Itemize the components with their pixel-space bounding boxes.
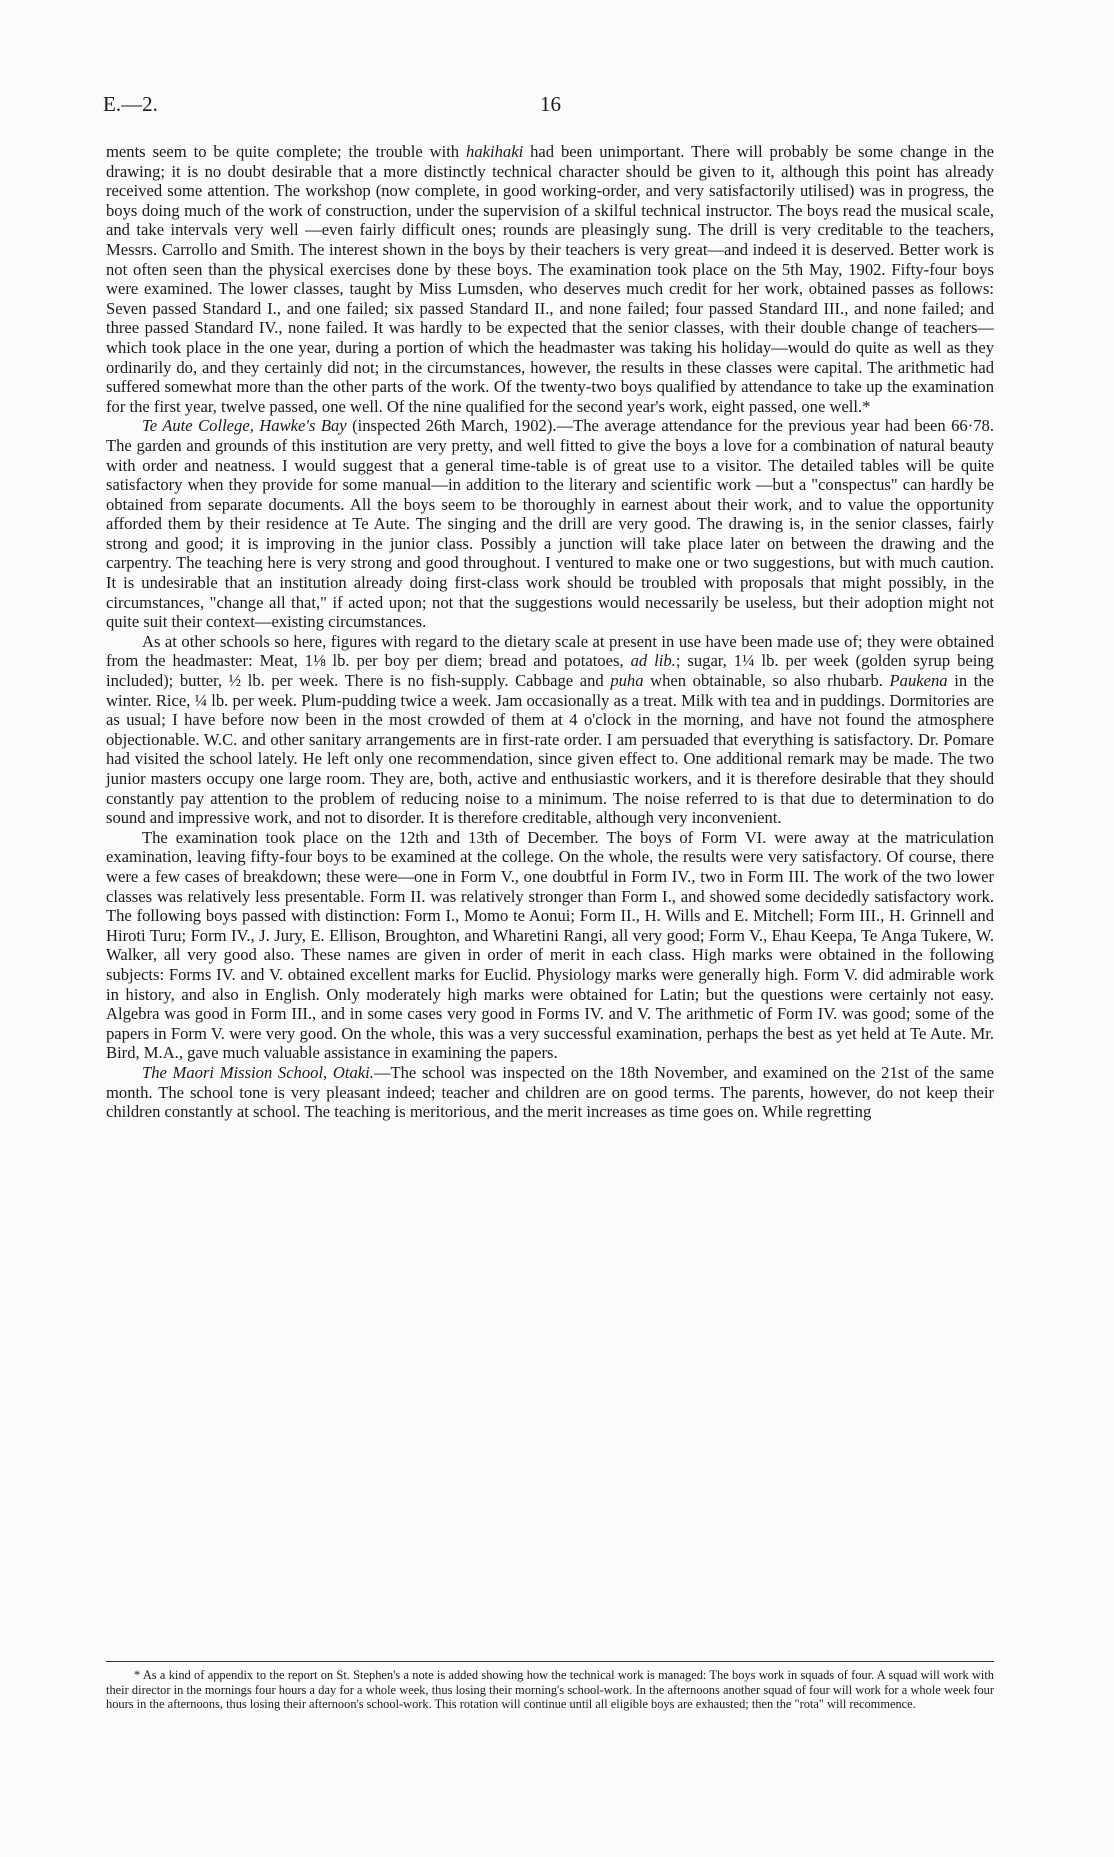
section-heading: Te Aute College, Hawke's Bay [142, 416, 347, 436]
body-text [106, 142, 994, 1122]
italic-term: Paukena [889, 671, 948, 691]
italic-term: puha [610, 671, 644, 691]
paragraph-examination-results: The examination took place on the 12th and 13th of December. The boys of Form VI. were away at the matriculation examination, leaving fifty-four boys to be examined at the college. On the whole, the results were very satisfactory. Of course, there were a few cases of breakdown; these were—one in Form V., one doubtful in Form IV., two in Form III. The work of the two lower classes was relatively less presentable. Form II. was relatively stronger than Form I., and showed some decidedly satisfactory work. The following boys passed with distinction: Form I., Momo te Aonui; Form II., H. Wills and E. Mitchell; Form III., H. Grinnell and Hiroti Turu; Form IV., J. Jury, E. Ellison, Broughton, and Wharetini Rangi, all very good; Form V., Ehau Keepa, Te Anga Tukere, W. Walker, all very good also. These names are given in order of merit in each class. High marks were obtained in the following subjects: Forms IV. and V. obtained excellent marks for Euclid. Physiology marks were generally high. Form V. did admirable work in history, and also in English. Only moderately high marks were obtained for Latin; but the questions were certainly not easy. Algebra was good in Form III., and in some cases very good in Forms IV. and V. The arithmetic of Form IV. was good; some of the papers in Form V. were very good. On the whole, this was a very successful examination, perhaps the best as yet held at Te Aute. Mr. Bird, M.A., gave much valuable assistance in examining the papers. [106, 827, 994, 1063]
document-reference: E.—2. [103, 92, 158, 116]
italic-term: hakihaki [466, 142, 524, 161]
page-number: 16 [540, 92, 561, 116]
paragraph-te-aute-inspection: Te Aute College, Hawke's Bay (inspected 26th March, 1902).—The average attendance for the previous year had been 66·78. The garden and grounds of this institution are very pretty, and well fitted to give the boys a love for a combination of natural beauty with order and neatness. I would suggest that a general time-table is of great use to a visitor. The detailed tables will be quite satisfactory when they provide for some manual—in addition to the literary and scientific work —but a "conspectus" can hardly be obtained from separate documents. All the boys seem to be thoroughly in earnest about their work, and to value the opportunity afforded them by their residence at Te Aute. The singing and the drill are very good. The drawing is, in the senior classes, fairly strong and good; it is improving in the junior class. Possibly a junction will take place later on between the drawing and the carpentry. The teaching here is very strong and good throughout. I ventured to make one or two suggestions, but with much caution. It is undesirable that an institution already doing first-class work should be troubled with proposals that might possibly, in the circumstances, "change all that," if acted upon; not that the suggestions would necessarily be useless, but their adoption might not quite suit their context—existing circumstances. [106, 416, 994, 632]
paragraph-otaki-school: The Maori Mission School, Otaki.—The school was inspected on the 18th November, and examined on the 21st of the same month. The school tone is very pleasant indeed; teacher and children are on good terms. The parents, however, do not keep their children constantly at school. The teaching is meritorious, and the merit increases as time goes on. While regretting [106, 1062, 994, 1122]
italic-term: ad lib. [630, 651, 676, 671]
footnote-text: * As a kind of appendix to the report on St. Stephen's a note is added showing how the technical work is managed: The boys work in squads of four. A squad will work with their director in the mornings four hours a day for a whole week, thus losing their morning's school-work. In the afternoons another squad of four will work for a whole week four hours in the afternoons, thus losing their afternoon's school-work. This rotation will continue until all eligible boys are exhausted; then the "rota" will recommence. [106, 1668, 994, 1712]
paragraph-st-stephens-continued: ments seem to be quite complete; the trouble with hakihaki had been unimportant. There will probably be some change in the drawing; it is no doubt desirable that a more distinctly technical character should be given to it, although this point has already received some attention. The workshop (now complete, in good working-order, and very satisfactorily utilised) was in progress, the boys doing much of the work of construction, under the supervision of a skilful technical instructor. The boys read the musical scale, and take intervals very well —even fairly difficult ones; rounds are pleasingly sung. The drill is very creditable to the teachers, Messrs. Carrollo and Smith. The interest shown in the boys by their teachers is very great—and indeed it is deserved. Better work is not often seen than the physical exercises done by these boys. The examination took place on the 5th May, 1902. Fifty-four boys were examined. The lower classes, taught by Miss Lumsden, who deserves much credit for her work, obtained passes as follows: Seven passed Standard I., and one failed; six passed Standard II., and none failed; four passed Standard III., and none failed; and three passed Standard IV., none failed. It was hardly to be expected that the senior classes, with their double change of teachers—which took place in the one year, during a portion of which the headmaster was taking his holiday—would do quite as well as they ordinarily do, and they certainly did not; in the circumstances, however, the results in these classes were capital. The arithmetic had suffered somewhat more than the other parts of the work. Of the twenty-two boys qualified by attendance to take up the examination for the first year, twelve passed, one well. Of the nine qualified for the second year's work, eight passed, one well.* [106, 142, 994, 416]
paragraph-dietary-scale: As at other schools so here, figures with regard to the dietary scale at present in use have been made use of; they were obtained from the headmaster: Meat, 1⅛ lb. per boy per diem; bread and potatoes, ad lib.; sugar, 1¼ lb. per week (golden syrup being included); butter, ½ lb. per week. There is no fish-supply. Cabbage and puha when obtainable, so also rhubarb. Paukena in the winter. Rice, ¼ lb. per week. Plum-pudding twice a week. Jam occasionally as a treat. Milk with tea and in puddings. Dormitories are as usual; I have before now been in the most crowded of them at 4 o'clock in the morning, and have not found the atmosphere objectionable. W.C. and other sanitary arrangements are in first-rate order. I am persuaded that everything is satisfactory. Dr. Pomare had visited the school lately. He left only one recommendation, since given effect to. One additional remark may be made. The two junior masters occupy one large room. They are, both, active and enthusiastic workers, and it is therefore desirable that they should constantly pay attention to the problem of reducing noise to a minimum. The noise referred to is that due to determination to do sound and impressive work, and not to disorder. It is therefore creditable, although very inconvenient. [106, 631, 994, 828]
section-heading: The Maori Mission School, Otaki. [142, 1062, 374, 1082]
footnote [106, 1668, 994, 1712]
footnote-divider [106, 1661, 994, 1662]
